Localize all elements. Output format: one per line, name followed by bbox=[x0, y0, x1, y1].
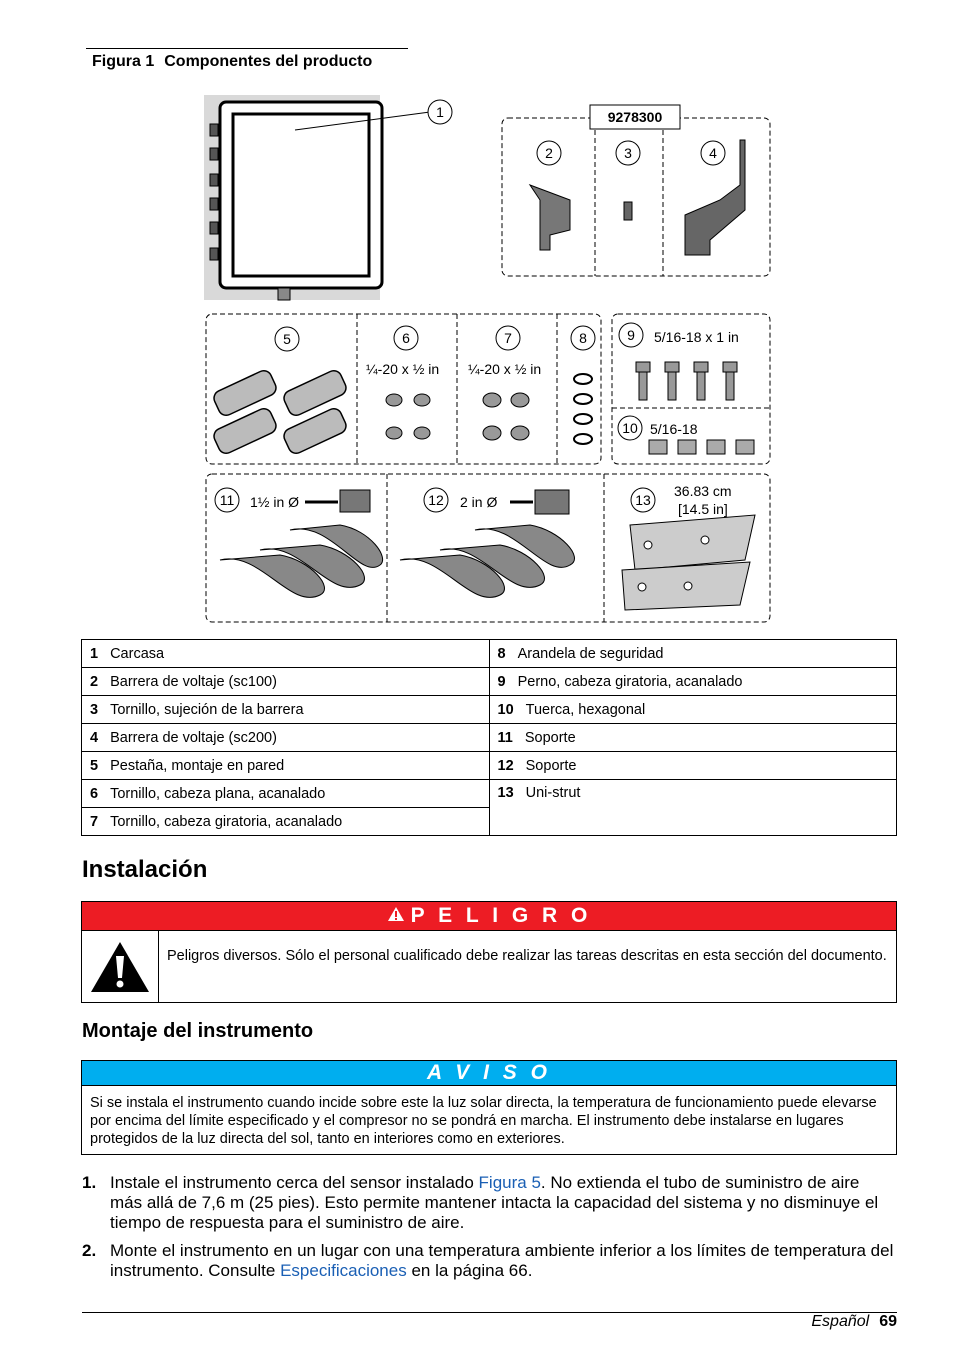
danger-header bbox=[82, 902, 896, 931]
callout-3: 3 bbox=[624, 145, 632, 161]
dim-bracket11: 1½ in Ø bbox=[250, 494, 300, 510]
product-components-figure bbox=[200, 90, 780, 630]
callout-6: 6 bbox=[402, 330, 410, 346]
kit-number: 9278300 bbox=[607, 109, 663, 125]
table-row bbox=[82, 668, 897, 696]
enclosure-drawing bbox=[204, 95, 430, 300]
step-number: 1. bbox=[82, 1173, 97, 1192]
dim-nut10: 5/16-18 bbox=[650, 421, 698, 437]
step-text: Instale el instrumento cerca del sensor instalado Figura 5. No extienda el tubo de suministro de aire más allá de 7,6 m (25 pies). Esto permite mantener intacta la capacidad del sistema y no disminuye el tiempo de respuesta para el suministro de aire. bbox=[110, 1173, 879, 1232]
dim-strut13-cm: 36.83 cm bbox=[674, 483, 732, 499]
table-cell: 5 Pestaña, montaje en pared bbox=[82, 752, 490, 780]
callout-11: 11 bbox=[219, 492, 235, 508]
table-cell: 2 Barrera de voltaje (sc100) bbox=[82, 668, 490, 696]
danger-text: Peligros diversos. Sólo el personal cualificado debe realizar las tareas descritas en esta sección del documento. bbox=[167, 948, 887, 964]
installation-steps bbox=[82, 1173, 894, 1289]
table-cell: 4 Barrera de voltaje (sc200) bbox=[82, 724, 490, 752]
danger-box bbox=[81, 901, 897, 1003]
callout-5: 5 bbox=[283, 331, 291, 347]
page-footer bbox=[82, 1312, 897, 1330]
callout-1: 1 bbox=[436, 104, 444, 120]
warning-triangle-icon bbox=[387, 904, 405, 928]
product-components-illustration bbox=[200, 90, 780, 630]
dim-bolt9: 5/16-18 x 1 in bbox=[654, 329, 739, 345]
page-number: 69 bbox=[879, 1313, 897, 1330]
table-cell: 13 Uni-strut bbox=[489, 780, 897, 836]
list-item bbox=[82, 1241, 894, 1281]
dim-bracket12: 2 in Ø bbox=[460, 494, 498, 510]
table-row bbox=[82, 640, 897, 668]
notice-label: A V I S O bbox=[82, 1061, 896, 1086]
list-item bbox=[82, 1173, 894, 1233]
parts-table bbox=[81, 639, 897, 836]
callout-2: 2 bbox=[545, 145, 553, 161]
figure-caption bbox=[86, 48, 408, 71]
table-cell: 7 Tornillo, cabeza giratoria, acanalado bbox=[82, 808, 490, 836]
callout-7: 7 bbox=[504, 330, 512, 346]
dim-screw6: ¼-20 x ½ in bbox=[366, 361, 440, 377]
figure-label: Figura 1 bbox=[92, 53, 155, 70]
warning-triangle-icon bbox=[82, 931, 159, 1002]
step-text: Monte el instrumento en un lugar con una temperatura ambiente inferior a los límites de temperatura del instrumento. Consulte Especificaciones en la página 66. bbox=[110, 1241, 894, 1280]
notice-text: Si se instala el instrumento cuando incide sobre este la luz solar directa, la temperatura de funcionamiento puede elevarse por encima del límite especificado y el compresor no se pondrá en marcha. El instrumento debe instalarse en lugares protegidos de la luz directa del sol, tanto en interiores como en exteriores. bbox=[90, 1095, 877, 1147]
section-title: Instalación bbox=[82, 856, 208, 883]
table-row bbox=[82, 696, 897, 724]
table-cell: 9 Perno, cabeza giratoria, acanalado bbox=[489, 668, 897, 696]
table-row bbox=[82, 752, 897, 780]
step-number: 2. bbox=[82, 1241, 97, 1260]
table-row bbox=[82, 724, 897, 752]
table-cell: 12 Soporte bbox=[489, 752, 897, 780]
specifications-link[interactable]: Especificaciones bbox=[280, 1261, 407, 1280]
danger-label: P E L I G R O bbox=[410, 904, 592, 927]
dim-strut13-in: [14.5 in] bbox=[678, 501, 728, 517]
callout-13: 13 bbox=[635, 492, 651, 508]
table-cell: 3 Tornillo, sujeción de la barrera bbox=[82, 696, 490, 724]
callout-9: 9 bbox=[627, 327, 635, 343]
table-cell: 6 Tornillo, cabeza plana, acanalado bbox=[82, 780, 490, 808]
callout-10: 10 bbox=[622, 420, 638, 436]
figure-5-link[interactable]: Figura 5 bbox=[478, 1173, 541, 1192]
table-cell: 1 Carcasa bbox=[82, 640, 490, 668]
footer-language: Español bbox=[811, 1313, 870, 1330]
table-cell: 10 Tuerca, hexagonal bbox=[489, 696, 897, 724]
callout-12: 12 bbox=[428, 492, 444, 508]
callout-8: 8 bbox=[579, 330, 587, 346]
table-cell: 8 Arandela de seguridad bbox=[489, 640, 897, 668]
callout-4: 4 bbox=[709, 145, 717, 161]
subsection-title: Montaje del instrumento bbox=[82, 1020, 314, 1042]
notice-box bbox=[81, 1060, 897, 1155]
table-row bbox=[82, 780, 897, 808]
dim-screw7: ¼-20 x ½ in bbox=[468, 361, 542, 377]
table-cell: 11 Soporte bbox=[489, 724, 897, 752]
figure-title: Componentes del producto bbox=[164, 53, 373, 70]
